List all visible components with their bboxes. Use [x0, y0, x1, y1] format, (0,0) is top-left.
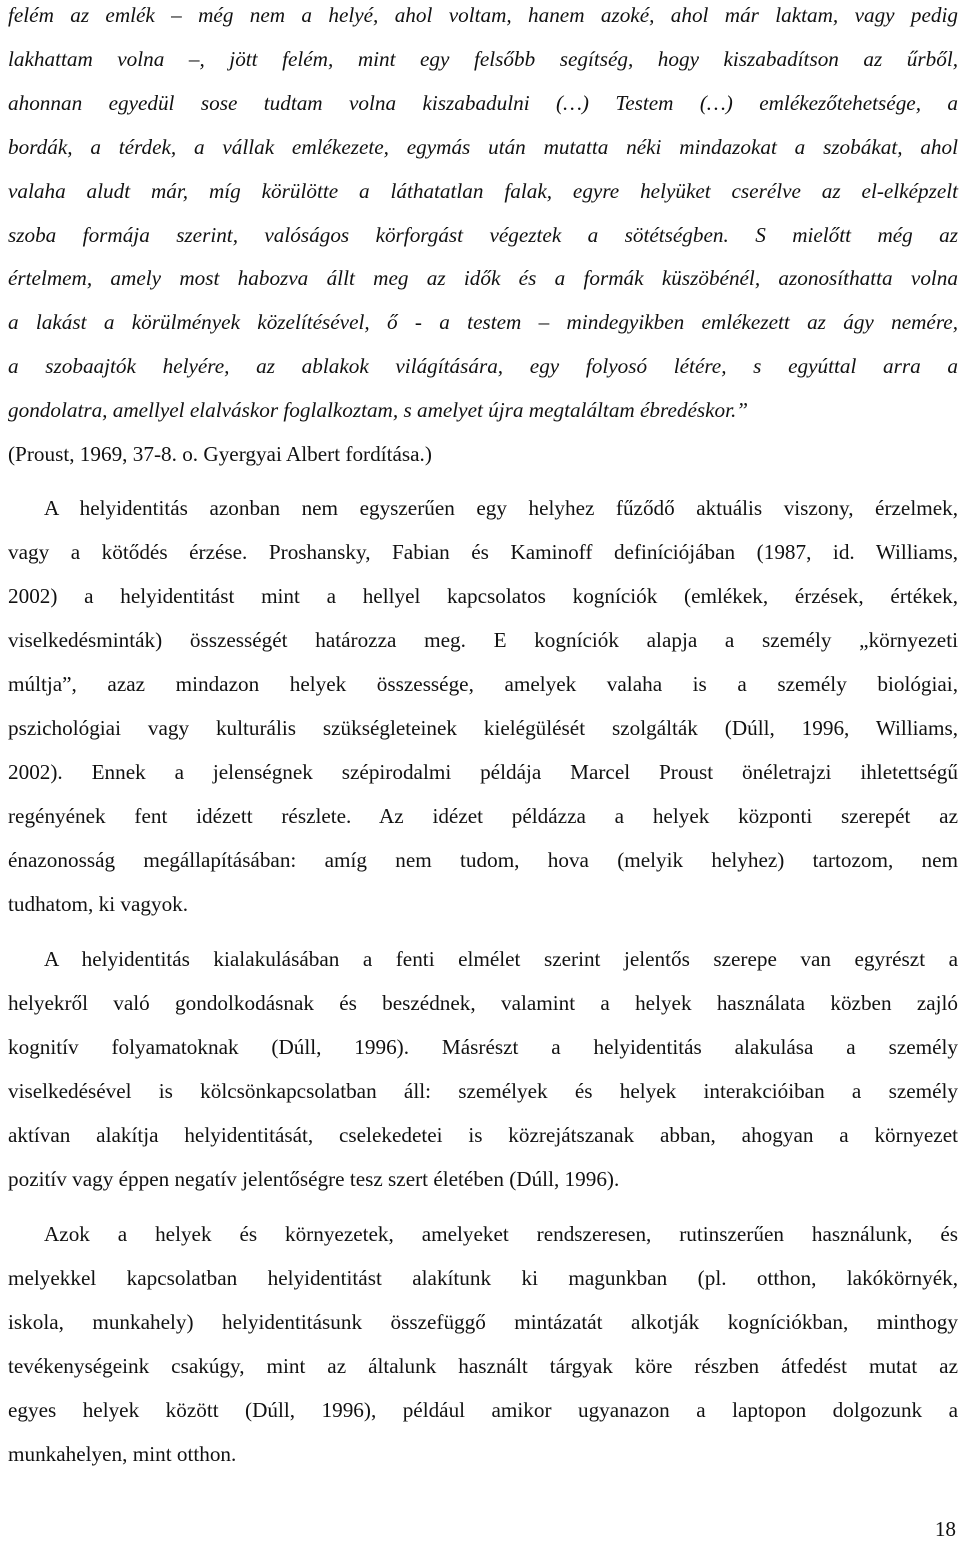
paragraph-line: pozitív vagy éppen negatív jelentőségre tesz szert életében (Dúll, 1996). — [8, 1167, 620, 1191]
paragraph-line: regényének fent idézett részlete. Az idézet példázza a helyek központi szerepét az — [8, 804, 958, 828]
paragraph-line: tevékenységeink csakúgy, mint az általunk használt tárgyak köre részben átfedést mutat az — [8, 1354, 958, 1378]
paragraph-line: helyekről való gondolkodásnak és beszédnek, valamint a helyek használata közben zajló — [8, 991, 958, 1015]
paragraph-line: kognitív folyamatoknak (Dúll, 1996). Másrészt a helyidentitás alakulása a személy — [8, 1035, 958, 1059]
paragraph-line: tudhatom, ki vagyok. — [8, 892, 189, 916]
quote-line: lakhattam volna –, jött felém, mint egy felsőbb segítség, hogy kiszabadítson az űrből, — [8, 47, 958, 71]
paragraph-line: múltja”, azaz mindazon helyek összessége, amelyek valaha is a személy biológiai, — [8, 672, 958, 696]
paragraph-line: A helyidentitás kialakulásában a fenti elmélet szerint jelentős szerepe van egyrészt a — [44, 947, 958, 971]
paragraph-line: Azok a helyek és környezetek, amelyeket rendszeresen, rutinszerűen használunk, és — [44, 1222, 958, 1246]
paragraph-line: pszichológiai vagy kulturális szükségleteinek kielégülését szolgálták (Dúll, 1996, Williams, — [8, 716, 958, 740]
paragraph-line: viselkedésminták) összességét határozza meg. E kogníciók alapja a személy „környezeti — [8, 628, 958, 652]
page-number: 18 — [934, 1517, 956, 1541]
paragraph-line: 2002) a helyidentitást mint a hellyel kapcsolatos kogníciók (emlékek, érzések, értékek, — [8, 584, 958, 608]
paragraph-line: vagy a kötődés érzése. Proshansky, Fabian és Kaminoff definíciójában (1987, id. Williams, — [8, 540, 958, 564]
quote-line: ahonnan egyedül sose tudtam volna kiszabadulni (…) Testem (…) emlékezőtehetsége, a — [8, 91, 958, 115]
paragraph-line: aktívan alakítja helyidentitását, cselekedetei is közrejátszanak abban, ahogyan a környezet — [8, 1123, 958, 1147]
quote-line: szoba formája szerint, valóságos körforgást végeztek a sötétségben. S mielőtt még az — [8, 223, 958, 247]
paragraph-line: egyes helyek között (Dúll, 1996), például amikor ugyanazon a laptopon dolgozunk a — [8, 1398, 958, 1422]
paragraph-line: iskola, munkahely) helyidentitásunk összefüggő mintázatát alkotják kogníciókban, minthogy — [8, 1310, 958, 1334]
paragraph-line: 2002). Ennek a jelenségnek szépirodalmi példája Marcel Proust önéletrajzi ihletettségű — [8, 760, 958, 784]
quote-line: felém az emlék – még nem a helyé, ahol voltam, hanem azoké, ahol már laktam, vagy pedig — [8, 3, 958, 27]
paragraph-line: énazonosság megállapításában: amíg nem tudom, hova (melyik helyhez) tartozom, nem — [8, 848, 958, 872]
quote-line: gondolatra, amellyel elalváskor foglalkoztam, s amelyet újra megtaláltam ébredéskor.” — [8, 398, 749, 422]
paragraph-line: munkahelyen, mint otthon. — [8, 1442, 237, 1466]
quote-citation: (Proust, 1969, 37-8. o. Gyergyai Albert fordítása.) — [8, 442, 432, 466]
quote-line: bordák, a térdek, a vállak emlékezete, egymás után mutatta néki mindazokat a szobákat, ahol — [8, 135, 958, 159]
paragraph-line: viselkedésével is kölcsönkapcsolatban áll: személyek és helyek interakcióiban a személy — [8, 1079, 958, 1103]
quote-line: a szobaajtók helyére, az ablakok világítására, egy folyosó létére, s egyúttal arra a — [8, 354, 958, 378]
quote-line: a lakást a körülmények közelítésével, ő - a testem – mindegyikben emlékezett az ágy nemére, — [8, 310, 958, 334]
quote-line: értelmem, amely most habozva állt meg az idők és a formák küszöbénél, azonosíthatta volna — [8, 266, 958, 290]
paragraph-line: A helyidentitás azonban nem egyszerűen egy helyhez fűződő aktuális viszony, érzelmek, — [44, 496, 958, 520]
quote-line: valaha aludt már, míg körülötte a láthatatlan falak, egyre helyüket cserélve az el-elképzelt — [8, 179, 958, 203]
paragraph-line: melyekkel kapcsolatban helyidentitást alakítunk ki magunkban (pl. otthon, lakókörnyék, — [8, 1266, 958, 1290]
